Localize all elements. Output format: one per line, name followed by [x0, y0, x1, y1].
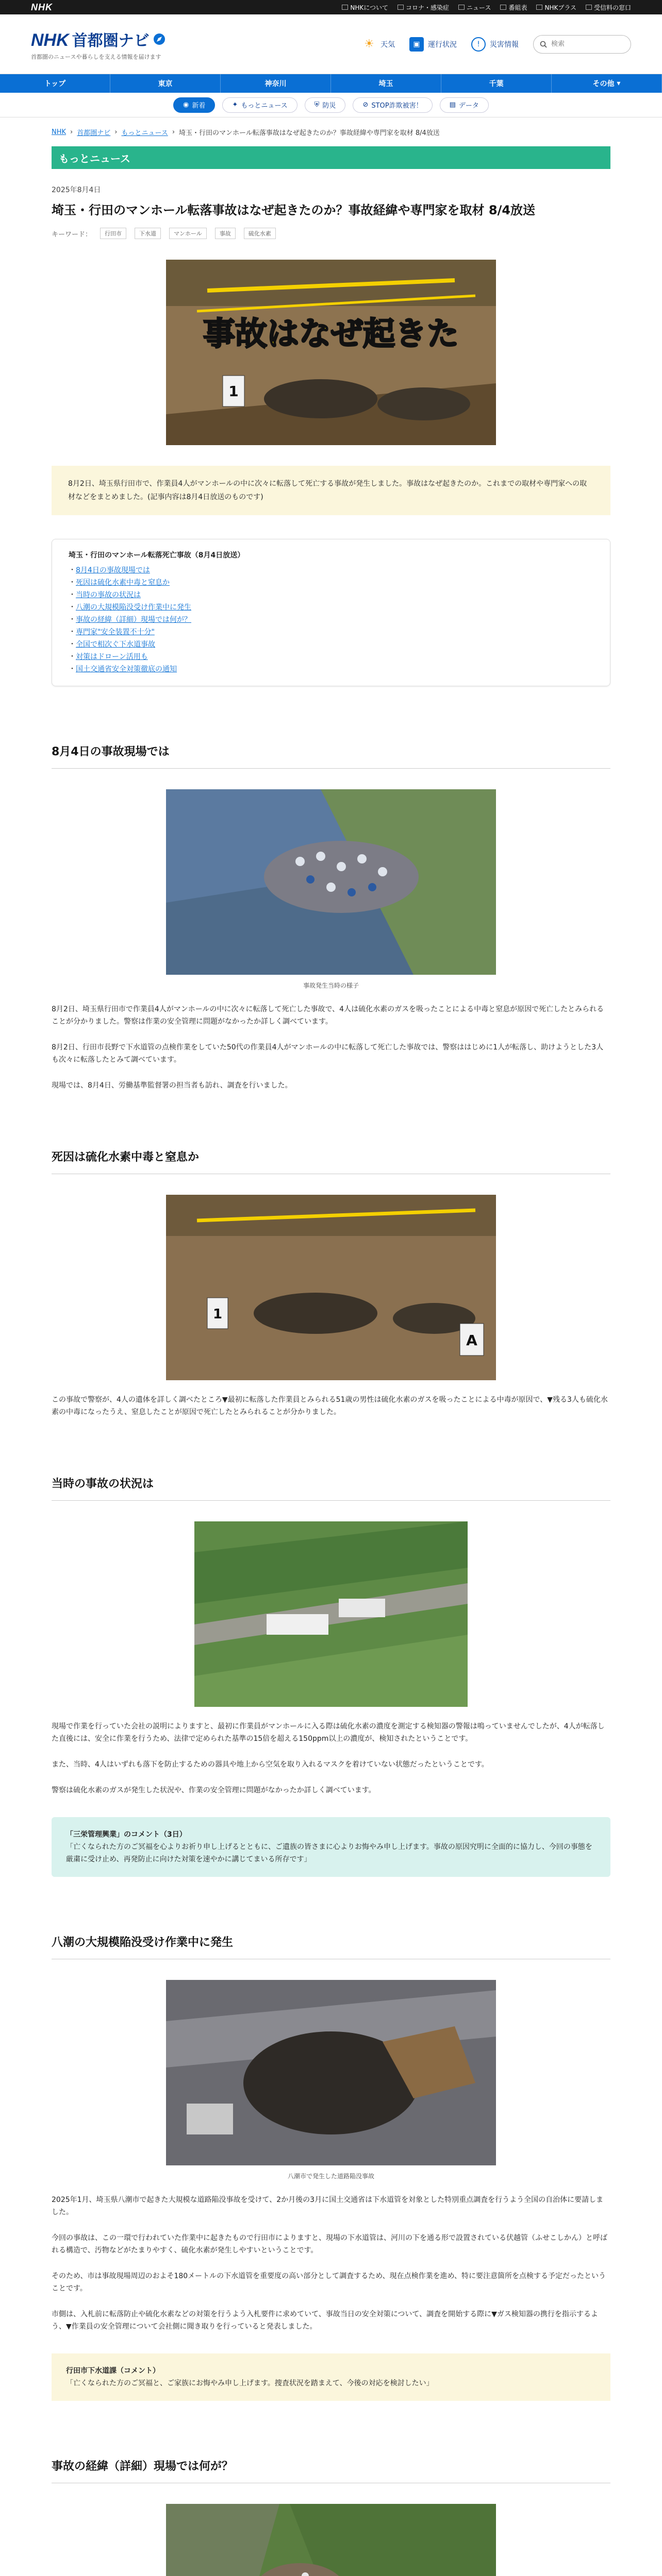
- nhk-logo: NHK: [31, 30, 69, 50]
- scene-photo: [166, 789, 496, 975]
- square-icon: [500, 5, 506, 10]
- svg-text:1: 1: [228, 383, 239, 400]
- section-heading: 事故の経緯（詳細）現場では何が？: [52, 2458, 610, 2483]
- square-icon: [342, 5, 348, 10]
- toc-item[interactable]: ・ 死因は硫化水素中毒と窒息か: [69, 577, 593, 589]
- subnav-data-label: データ: [458, 102, 479, 110]
- keyword-tag[interactable]: 行田市: [100, 228, 126, 239]
- traffic-label: 運行状況: [428, 40, 457, 49]
- paragraph: 2025年1月、埼玉県八潮市で起きた大規模な道路陥没事故を受けて、2か月後の3月に国土交通省は下水道管を対象とした特別重点調査を行うよう全国の自治体に要請しました。: [52, 2196, 604, 2216]
- paragraph: また、当時、4人はいずれも落下を防止するための器具や地上から空気を取り入れるマスクを着けていない状態だったということです。: [52, 1760, 489, 1769]
- breadcrumb-navi[interactable]: 首都圏ナビ: [77, 129, 111, 137]
- sub-nav: [0, 93, 662, 117]
- gnav-other[interactable]: その他 ▾: [552, 74, 662, 93]
- disaster-label: 災害情報: [490, 40, 519, 49]
- site-aerial-photo: [166, 2504, 496, 2576]
- paragraph: 8月2日、埼玉県行田市で作業員4人がマンホールの中に次々に転落して死亡した事故で、4人は硫化水素のガスを吸ったことによる中毒と窒息が原因で死亡したとみられることが分かりました。警察は作業の安全管理に問題がなかったか詳しく調べています。: [52, 1005, 604, 1026]
- search-input[interactable]: [551, 40, 623, 48]
- section-heading: 八潮の大規模陥没受け作業中に発生: [52, 1934, 610, 1959]
- chevron-right-icon: ›: [70, 128, 73, 136]
- paragraph: 市側は、入札前に転落防止や硫化水素などの対策を行うよう入札要件に求めていて、事故当日の安全対策について、調査を開始する際に▼ガス検知器の携行を指示するよう、▼作業員の安全管理について会社側に聞き取りを行っていると発表しました。: [52, 2310, 598, 2331]
- toc-item[interactable]: ・ 8月4日の事故現場では: [69, 564, 593, 577]
- search-box[interactable]: [533, 35, 631, 54]
- square-icon: [398, 5, 404, 10]
- subnav-disaster[interactable]: [305, 97, 346, 113]
- weather-link[interactable]: [362, 37, 395, 52]
- subnav-latest[interactable]: [173, 97, 215, 113]
- paragraph: この事故で警察が、4人の遺体を詳しく調べたところ▼最初に転落した作業員とみられる51歳の男性は硫化水素のガスを吸ったことによる中毒が原因で、▼残る3人も硫化水素の中毒になったうえ、窒息したことが原因で死亡したとみられることが分かりました。: [52, 1396, 608, 1416]
- breadcrumb-more-news[interactable]: もっとニュース: [121, 129, 168, 137]
- gnav-kanagawa[interactable]: 神奈川: [221, 74, 331, 93]
- shield-icon: ⛨: [314, 101, 320, 109]
- keyword-tag[interactable]: 事故: [215, 228, 236, 239]
- chevron-right-icon: ›: [172, 128, 175, 136]
- square-icon: [586, 5, 592, 10]
- subnav-latest-label: 新着: [192, 102, 206, 110]
- paragraph: 今回の事故は、この一環で行われていた作業中に起きたもので行田市によりますと、現場の下水道管は、河川の下を通る形で設置されている伏越管（ふせこしかん）と呼ばれる構造で、汚物などがたまりやすく、硫化水素が発生しやすいということです。: [52, 2234, 607, 2255]
- paragraph: そのため、市は事故現場周辺のおよそ180メートルの下水道管を重要度の高い部分として調査するため、現在点検作業を進め、特に要注意箇所を点検する予定だったということです。: [52, 2272, 606, 2293]
- toc-item[interactable]: ・ 対策はドローン活用も: [69, 651, 593, 663]
- section-heading: 当時の事故の状況は: [52, 1475, 610, 1501]
- paragraph: 警察は硫化水素のガスが発生した状況や、作業の安全管理に問題がなかったか詳しく調べています。: [52, 1786, 376, 1794]
- table-of-contents: [52, 539, 610, 686]
- sinkhole-photo: [166, 1980, 496, 2165]
- site-header: [0, 14, 662, 74]
- keywords: [52, 228, 610, 239]
- paragraph: 現場で作業を行っていた会社の説明によりますと、最初に作業員がマンホールに入る際は硫化水素の濃度を測定する検知器の警報は鳴っていませんでしたが、4人が転落した直後には、安全に作業を行うため、法律で定められた基準の15倍を超える150ppm以上の濃度が、検知されたということです。: [52, 1722, 605, 1743]
- company-comment-box: [52, 1817, 610, 1877]
- photo-caption: 八潮市で発生した道路陥没事故: [287, 2173, 374, 2180]
- photo-caption: 事故発生当時の様子: [303, 982, 359, 989]
- section-heading: 8月4日の事故現場では: [52, 743, 610, 769]
- site-name: 首都圏ナビ: [72, 31, 150, 50]
- site-tagline: 首都圏のニュースや暮らしを支える情報を届けます: [31, 53, 161, 60]
- topbar-link-schedule[interactable]: 番組表: [500, 3, 527, 12]
- section-band: もっとニュース: [52, 146, 610, 169]
- topbar-link-fee[interactable]: 受信料の窓口: [586, 3, 631, 12]
- topbar-link-plus[interactable]: NHKプラス: [536, 3, 576, 12]
- topbar-link-corona[interactable]: コロナ・感染症: [398, 3, 449, 12]
- traffic-link[interactable]: [409, 37, 457, 52]
- topbar-link-about[interactable]: NHKについて: [342, 3, 388, 12]
- comment-body: 「亡くなられた方のご冥福を心よりお祈り申し上げるとともに、ご遺族の皆さまに心よりお悔やみ申し上げます。事故の原因究明に全面的に協力し、今回の事態を厳粛に受け止め、再発防止に向けた対策を速やかに講じてまいる所存です」: [66, 1843, 592, 1863]
- weather-label: 天気: [380, 40, 395, 49]
- breadcrumb-current: 埼玉・行田のマンホール転落事故はなぜ起きたのか？事故経緯や専門家を取材 8/4放送: [179, 129, 440, 137]
- subnav-disaster-label: 防災: [322, 102, 336, 110]
- sun-cloud-icon: ☀: [364, 38, 374, 50]
- toc-item[interactable]: ・ 八潮の大規模陥没受け作業中に発生: [69, 601, 593, 614]
- gnav-other-label: その他: [592, 80, 615, 88]
- hero-photo: [166, 260, 496, 445]
- comment-title: 「三栄管理興業」のコメント（3日）: [66, 1831, 187, 1839]
- sparkle-icon: ✦: [232, 101, 238, 109]
- breadcrumb-nhk[interactable]: NHK: [52, 128, 67, 136]
- topbar-links: [342, 3, 631, 12]
- header-tools: [362, 35, 631, 54]
- article-headline: 埼玉・行田のマンホール転落事故はなぜ起きたのか？事故経緯や専門家を取材 8/4放送: [52, 203, 536, 217]
- aerial-photo: [194, 1521, 468, 1707]
- nhk-topbar: [0, 0, 662, 14]
- svg-text:A: A: [466, 1332, 477, 1349]
- toc-title: 埼玉・行田のマンホール転落死亡事故（8月4日放送）: [69, 551, 245, 560]
- comment-body: 「亡くなられた方のご冥福と、ご家族にお悔やみ申し上げます。捜査状況を踏まえて、今後の対応を検討したい」: [66, 2379, 434, 2387]
- toc-item[interactable]: ・ 事故の経緯（詳細）現場では何が？: [69, 614, 593, 626]
- gnav-chiba[interactable]: 千葉: [441, 74, 552, 93]
- toc-list: [69, 564, 593, 675]
- breadcrumb: [0, 117, 662, 146]
- square-icon: [458, 5, 465, 10]
- nhk-logo[interactable]: NHK: [31, 2, 53, 12]
- bell-icon: ◉: [183, 101, 189, 109]
- subnav-more-news[interactable]: [222, 97, 297, 113]
- toc-item[interactable]: ・ 全国で相次ぐ下水道事故: [69, 638, 593, 651]
- topbar-link-news[interactable]: ニュース: [458, 3, 491, 12]
- keyword-tag[interactable]: マンホール: [169, 228, 207, 239]
- chart-icon: ▤: [449, 101, 456, 109]
- stop-icon: ⊘: [362, 101, 369, 109]
- city-comment-box: [52, 2353, 610, 2401]
- article-date: 2025年8月4日: [52, 186, 101, 194]
- summary-box: 8月2日、埼玉県行田市で、作業員4人がマンホールの中に次々に転落して死亡する事故が発生しました。事故はなぜ起きたのか。これまでの取材や専門家への取材などをまとめました。(記事内容は8月4日放送のものです): [52, 466, 610, 515]
- chevron-right-icon: ›: [114, 128, 118, 136]
- toc-item[interactable]: ・ 専門家"安全装置不十分": [69, 626, 593, 638]
- gnav-saitama[interactable]: 埼玉: [331, 74, 441, 93]
- site-brand[interactable]: [31, 28, 166, 61]
- paragraph: 8月2日、行田市長野で下水道管の点検作業をしていた50代の作業員4人がマンホールの中に転落して死亡した事故では、警察ははじめに1人が転落し、助けようとした3人も次々に転落したとみて調べています。: [52, 1043, 604, 1064]
- comment-title: 行田市下水道課（コメント）: [66, 2367, 160, 2375]
- keywords-label: キーワード：: [52, 230, 92, 239]
- gnav-top[interactable]: トップ: [0, 74, 110, 93]
- square-icon: [536, 5, 542, 10]
- keyword-tag[interactable]: 硫化水素: [244, 228, 276, 239]
- global-nav: [0, 74, 662, 93]
- warning-icon: !: [471, 37, 486, 52]
- subnav-fraud-label: STOP詐欺被害！: [371, 102, 423, 110]
- toc-item[interactable]: ・ 国土交通省安全対策徹底の通知: [69, 663, 593, 675]
- subnav-fraud[interactable]: [353, 97, 432, 113]
- manhole-photo: [166, 1195, 496, 1380]
- hero-text: 事故はなぜ起きた: [203, 315, 459, 352]
- article: [0, 184, 662, 2576]
- compass-icon: [153, 32, 166, 46]
- toc-item[interactable]: ・ 当時の事故の状況は: [69, 589, 593, 601]
- paragraph: 現場では、8月4日、労働基準監督署の担当者も訪れ、調査を行いました。: [52, 1081, 292, 1090]
- subnav-data[interactable]: [440, 97, 489, 113]
- keyword-tag[interactable]: 下水道: [135, 228, 161, 239]
- svg-text:1: 1: [212, 1307, 223, 1322]
- train-icon: ▣: [409, 37, 424, 52]
- subnav-more-news-label: もっとニュース: [241, 102, 288, 110]
- search-icon: [540, 41, 547, 48]
- disaster-link[interactable]: [471, 37, 519, 52]
- section-heading: 死因は硫化水素中毒と窒息か: [52, 1148, 610, 1174]
- gnav-tokyo[interactable]: 東京: [110, 74, 221, 93]
